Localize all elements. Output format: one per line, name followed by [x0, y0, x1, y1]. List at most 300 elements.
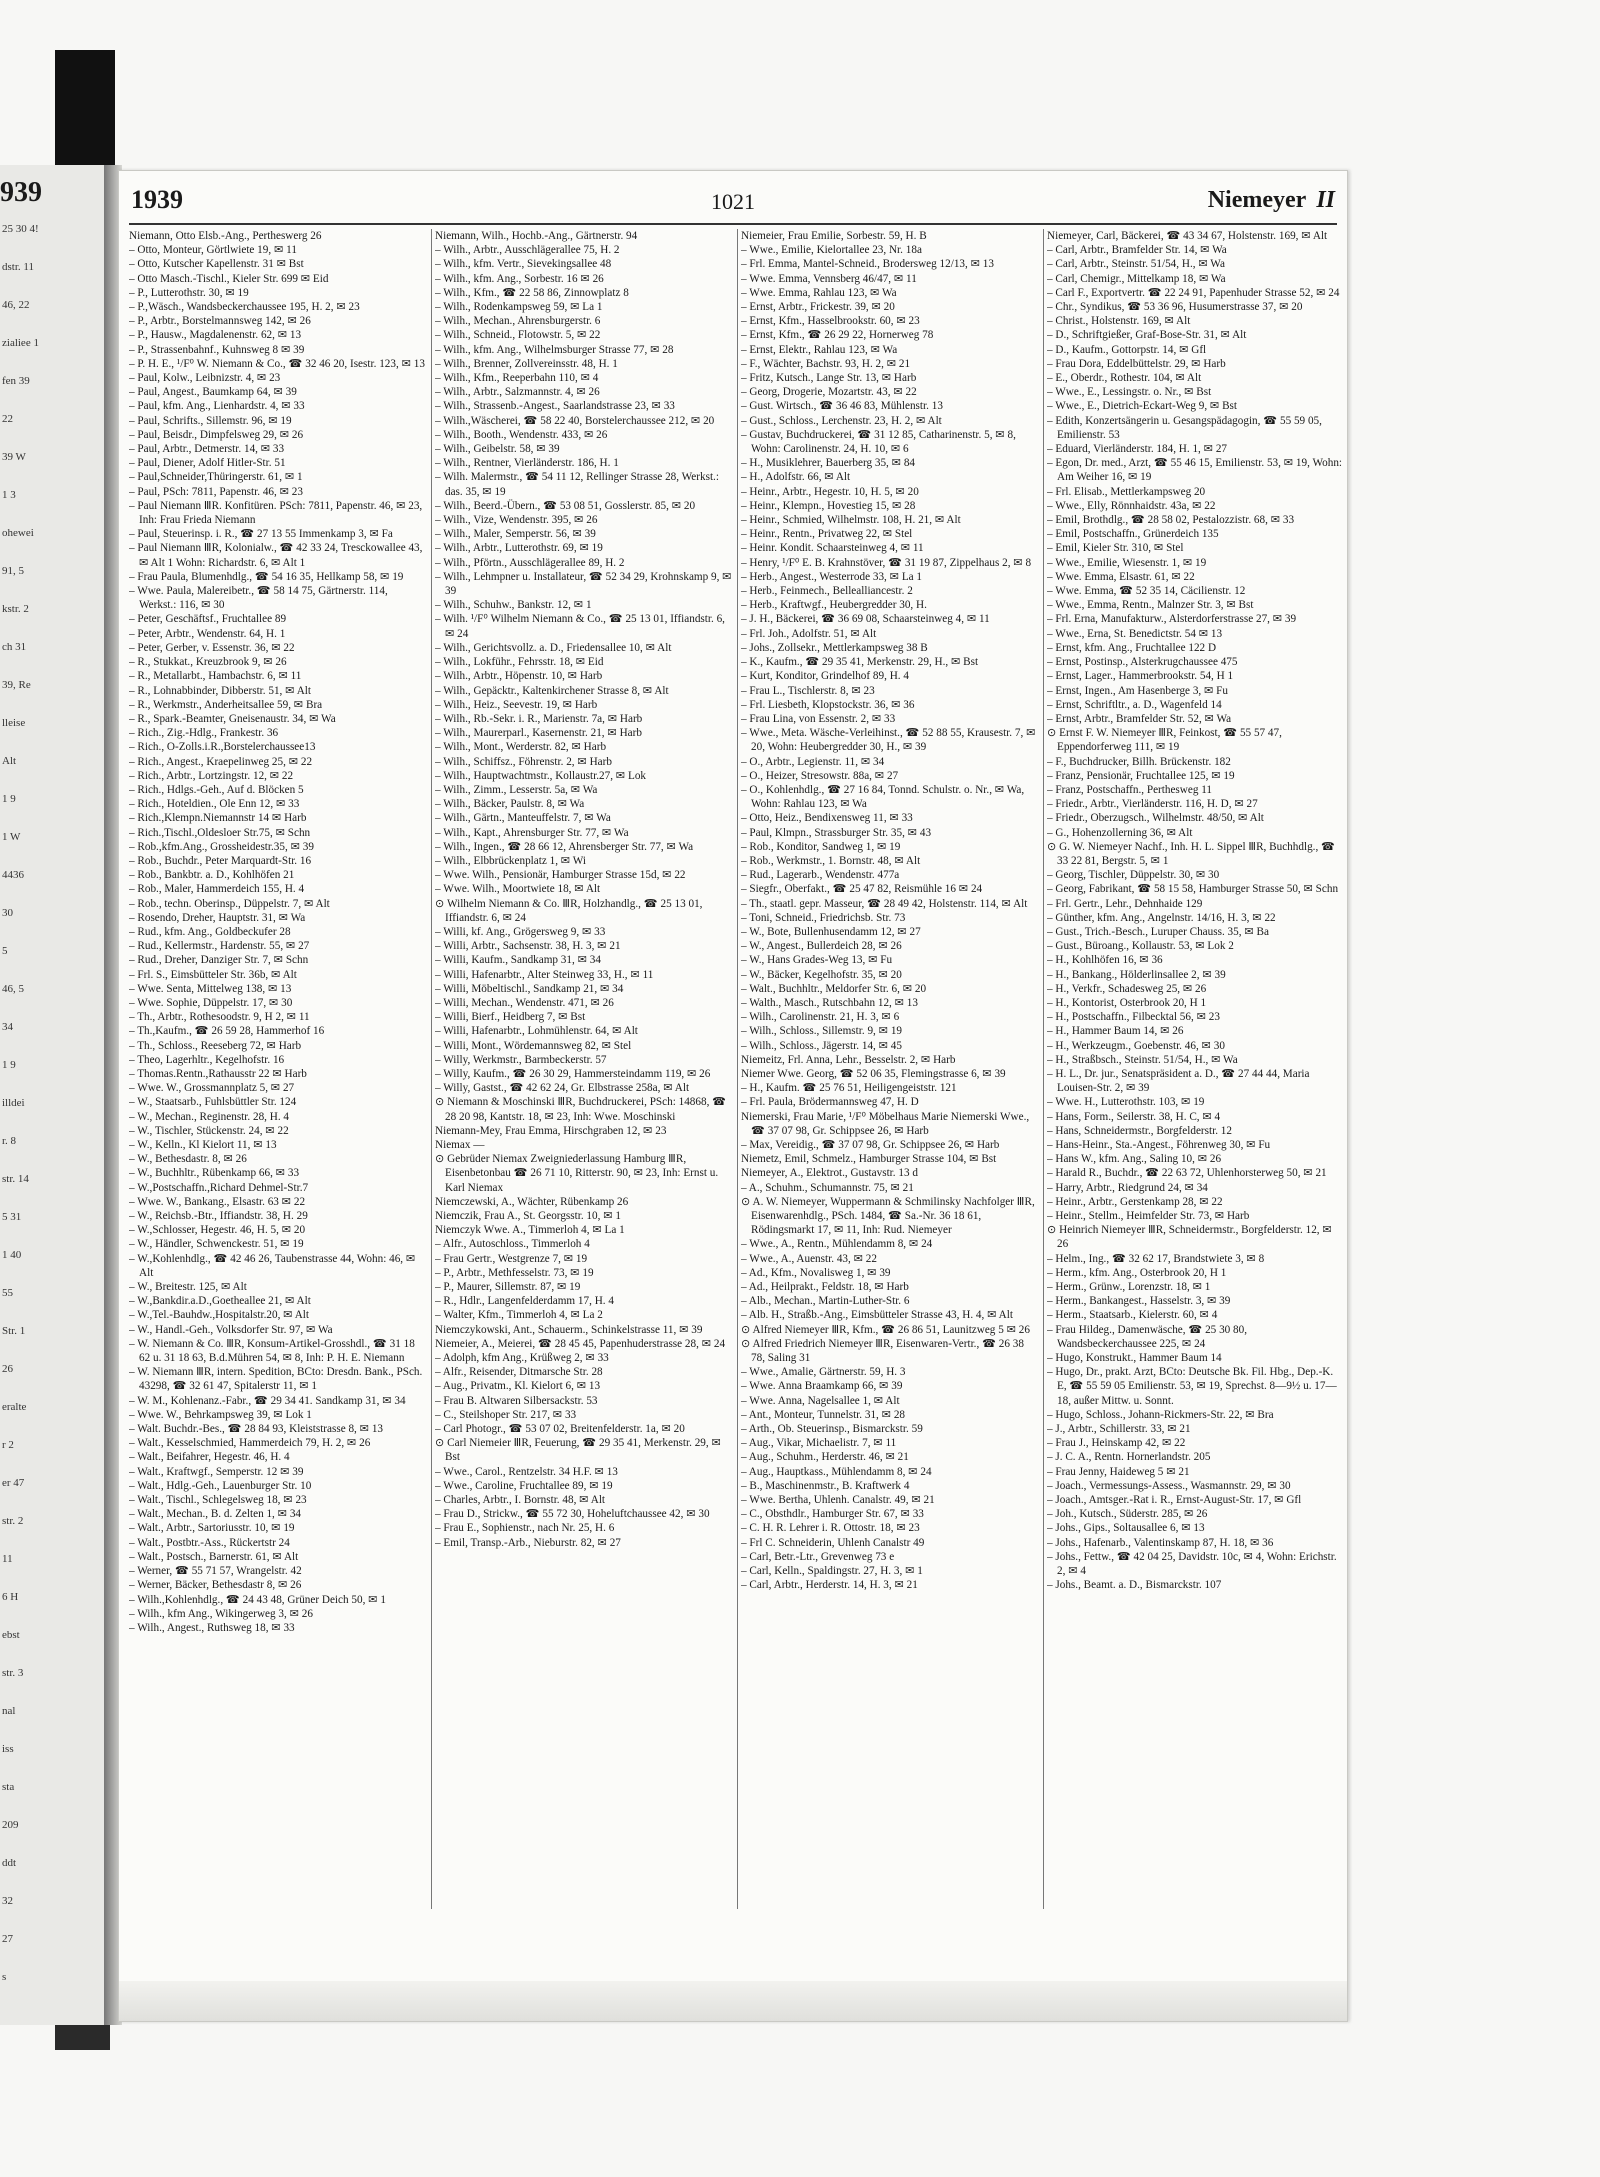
directory-entry: – J. C. A., Rentn. Hornerlandstr. 205 — [1047, 1451, 1211, 1464]
directory-entry: – D., Kaufm., Gottorpstr. 14, ✉ Gfl — [1047, 343, 1207, 356]
directory-entry: Niemczik, Frau A., St. Georgsstr. 10, ✉ 1 — [435, 1210, 621, 1223]
previous-page-fragment: ch 31 — [2, 641, 27, 653]
page-header — [131, 185, 1335, 219]
directory-entry: – Walth., Masch., Rutschbahn 12, ✉ 13 — [741, 996, 918, 1009]
directory-entry: – Rob., Buchdr., Peter Marquardt-Str. 16 — [129, 854, 312, 867]
directory-entry: – Wilh., Arbtr., Ausschlägerallee 75, H. 2 — [435, 244, 620, 257]
directory-entry: – W., Bote, Bullenhusendamm 12, ✉ 27 — [741, 925, 921, 938]
directory-entry: – Ernst, Postinsp., Alsterkrugchaussee 475 — [1047, 656, 1238, 669]
directory-entry: – Friedr., Oberzugsch., Wilhelmstr. 48/50, ✉ Alt — [1047, 812, 1264, 825]
directory-entry: ⊙ Gebrüder Niemax Zweigniederlassung Hamburg ⅢR, Eisenbetonbau ☎ 26 71 10, Ritterstr. 90, ✉ 23, Inh: Ernst u. Karl Niemax — [435, 1153, 719, 1194]
directory-entry: Niemeyer, A., Elektrot., Gustavstr. 13 d — [741, 1167, 918, 1180]
directory-entry: – Walt., Tischl., Schlegelsweg 18, ✉ 23 — [129, 1494, 307, 1507]
directory-entry: – Wilh., Mont., Werderstr. 82, ✉ Harb — [435, 741, 607, 754]
directory-entry: Niemczewski, A., Wächter, Rübenkamp 26 — [435, 1195, 629, 1208]
directory-entry: – Willi, Arbtr., Sachsenstr. 38, H. 3, ✉ 21 — [435, 940, 621, 953]
directory-entry: – Herm., Bankangest., Hasselstr. 3, ✉ 39 — [1047, 1295, 1231, 1308]
directory-entry: – Paul, Klmpn., Strassburger Str. 35, ✉ 43 — [741, 826, 932, 839]
directory-entry: – Alfr., Autoschloss., Timmerloh 4 — [435, 1238, 590, 1251]
directory-entry: – Frau D., Strickw., ☎ 55 72 30, Hoheluftchaussee 42, ✉ 30 — [435, 1508, 710, 1521]
directory-entry: ⊙ Heinrich Niemeyer ⅢR, Schneidermstr., Borgfelderstr. 12, ✉ 26 — [1047, 1224, 1332, 1251]
directory-entry: – P., Arbtr., Borstelmannsweg 142, ✉ 26 — [129, 315, 311, 328]
directory-entry: – Wilh., Kfm., Reeperbahn 110, ✉ 4 — [435, 372, 599, 385]
directory-entry: – Willy, Werkmstr., Barmbeckerstr. 57 — [435, 1053, 607, 1066]
directory-entry: Niemetz, Emil, Schmelz., Hamburger Strasse 104, ✉ Bst — [741, 1153, 997, 1166]
directory-entry: – Thomas.Rentn.,Rathausstr 22 ✉ Harb — [129, 1067, 307, 1080]
directory-entry: – Wwe., A., Rentn., Mühlendamm 8, ✉ 24 — [741, 1238, 933, 1251]
directory-entry: – Wwe. Bertha, Uhlenh. Canalstr. 49, ✉ 21 — [741, 1494, 935, 1507]
directory-entry: – Theo, Lagerhltr., Kegelhofstr. 16 — [129, 1053, 285, 1066]
previous-page-fragment: 46, 5 — [2, 983, 24, 995]
directory-entry: – Gust., Schloss., Lerchenstr. 23, H. 2, ✉ Alt — [741, 414, 942, 427]
directory-entry: – Paul Niemann ⅢR. Konfitüren. PSch: 7811, Papenstr. 46, ✉ 23, Inh: Frau Frieda Niemann — [129, 499, 423, 527]
directory-entry: – W., Tischler, Stückenstr. 24, ✉ 22 — [129, 1124, 289, 1137]
directory-entry: – R., Stukkat., Kreuzbrook 9, ✉ 26 — [129, 656, 287, 669]
directory-entry: – Willy, Kaufm., ☎ 26 30 29, Hammersteindamm 119, ✉ 26 — [435, 1067, 711, 1080]
directory-entry: – Wilh., Vize, Wendenstr. 395, ✉ 26 — [435, 514, 598, 527]
directory-entry: – Wilh., Schloss., Jägerstr. 14, ✉ 45 — [741, 1039, 902, 1052]
directory-entry: – Herm., Staatsarb., Kielerstr. 60, ✉ 4 — [1047, 1309, 1218, 1322]
book-cover-edge — [55, 50, 115, 170]
header-rule — [129, 223, 1337, 225]
directory-entry: – Hans, Form., Seilerstr. 38, H. C, ✉ 4 — [1047, 1110, 1221, 1123]
directory-entry: – Wwe. Emma, ☎ 52 35 14, Cäcilienstr. 12 — [1047, 585, 1246, 598]
directory-entry: – H., Musiklehrer, Bauerberg 35, ✉ 84 — [741, 457, 916, 470]
directory-page — [118, 170, 1348, 2022]
directory-entry: – Wilh., Angest., Ruthsweg 18, ✉ 33 — [129, 1621, 295, 1634]
directory-entry: ⊙ Wilhelm Niemann & Co. ⅢR, Holzhandlg., ☎ 25 13 01, Iffiandstr. 6, ✉ 24 — [435, 897, 703, 924]
directory-entry: – Heinr., Stellm., Heimfelder Str. 73, ✉ Harb — [1047, 1210, 1250, 1223]
directory-entry: – Günther, kfm. Ang., Angelnstr. 14/16, H. 3, ✉ 22 — [1047, 911, 1276, 924]
directory-entry: – C., Obsthdlr., Hamburger Str. 67, ✉ 33 — [741, 1508, 924, 1521]
directory-entry: – H., Werkzeugm., Goebenstr. 46, ✉ 30 — [1047, 1039, 1225, 1052]
directory-entry: – H., Kaufm. ☎ 25 76 51, Heiligengeiststr. 121 — [741, 1082, 957, 1095]
directory-entry: – P., Lutterothstr. 30, ✉ 19 — [129, 286, 249, 299]
previous-page-fragment: Str. 1 — [2, 1325, 26, 1337]
directory-entry: – H., Hammer Baum 14, ✉ 26 — [1047, 1025, 1184, 1038]
directory-entry: – Th., staatl. gepr. Masseur, ☎ 28 49 42, Holstenstr. 114, ✉ Alt — [741, 897, 1028, 910]
directory-entry: – Rob., techn. Oberinsp., Düppelstr. 7, ✉ Alt — [129, 897, 330, 910]
directory-entry: – Wilh., Hauptwachtmstr., Kollaustr.27, ✉ Lok — [435, 769, 647, 782]
directory-entry: – Max, Vereidig., ☎ 37 07 98, Gr. Schippsee 26, ✉ Harb — [741, 1139, 1000, 1151]
directory-entry: – Hans W., kfm. Ang., Saling 10, ✉ 26 — [1047, 1153, 1222, 1166]
directory-entry: – Rich., O-Zolls.i.R.,Borstelerchaussee13 — [129, 741, 316, 754]
directory-entry: – Wilh., Kfm., ☎ 22 58 86, Zinnowplatz 8 — [435, 286, 629, 299]
page-number: 1021 — [711, 189, 755, 214]
directory-entry: – Rud., Kellermstr., Hardenstr. 55, ✉ 27 — [129, 940, 310, 953]
directory-entry: – Joh., Kutsch., Süderstr. 285, ✉ 26 — [1047, 1508, 1208, 1521]
directory-entry: – Harald R., Buchdr., ☎ 22 63 72, Uhlenhorsterweg 50, ✉ 21 — [1047, 1167, 1327, 1180]
directory-entry: – Christ., Holstenstr. 169, ✉ Alt — [1047, 315, 1191, 328]
directory-entry: – Rud., Dreher, Danziger Str. 7, ✉ Schn — [129, 954, 309, 967]
directory-entry: – Frl. Erna, Manufakturw., Alsterdorferstrasse 27, ✉ 39 — [1047, 613, 1297, 626]
directory-entry: – R., Spark.-Beamter, Gneisenaustr. 34, ✉ Wa — [129, 712, 336, 725]
directory-entry: – Peter, Arbtr., Wendenstr. 64, H. 1 — [129, 627, 286, 640]
directory-entry: – Joach., Vermessungs-Assess., Wasmannstr. 29, ✉ 30 — [1047, 1479, 1291, 1492]
directory-entry: ⊙ Carl Niemeier ⅢR, Feuerung, ☎ 29 35 41, Merkenstr. 29, ✉ Bst — [435, 1437, 721, 1464]
directory-entry: – H., Adolfstr. 66, ✉ Alt — [741, 471, 851, 484]
directory-entry: – Wwe., Elly, Rönnhaidstr. 43a, ✉ 22 — [1047, 499, 1216, 512]
directory-entry: – W. Niemann & Co. ⅢR, Konsum-Artikel-Grosshdl., ☎ 31 18 62 u. 31 18 63, B.d.Mühren 54, ✉ 8, Inh: P. H. E. Niemann — [129, 1337, 415, 1365]
previous-page-fragment: 91, 5 — [2, 565, 24, 577]
directory-entry: – Aug., Vikar, Michaelistr. 7, ✉ 11 — [741, 1437, 897, 1450]
directory-entry: – Werner, Bäcker, Bethesdastr 8, ✉ 26 — [129, 1579, 302, 1592]
directory-entry: – Paul, PSch: 7811, Papenstr. 46, ✉ 23 — [129, 485, 303, 498]
directory-entry: – Wilh., kfm. Ang., Sorbestr. 16 ✉ 26 — [435, 272, 604, 285]
directory-entry: – Willi, Mont., Wördemannsweg 82, ✉ Stel — [435, 1039, 632, 1052]
directory-entry: – P.,Wäsch., Wandsbeckerchaussee 195, H. 2, ✉ 23 — [129, 301, 360, 314]
directory-entry: – Alb., Mechan., Martin-Luther-Str. 6 — [741, 1295, 910, 1308]
directory-entry: – Rud., kfm. Ang., Goldbeckufer 28 — [129, 925, 291, 938]
directory-entry: – Frau L., Tischlerstr. 8, ✉ 23 — [741, 684, 875, 697]
directory-entry: – Edith, Konzertsängerin u. Gesangspädagogin, ☎ 55 59 05, Emilienstr. 53 — [1047, 414, 1322, 441]
directory-entry: – Paul, Diener, Adolf Hitler-Str. 51 — [129, 457, 286, 470]
directory-entry: – Gust., Trich.-Besch., Luruper Chauss. 35, ✉ Ba — [1047, 925, 1269, 938]
directory-entry: – Frau Jenny, Haideweg 5 ✉ 21 — [1047, 1465, 1190, 1478]
previous-page-fragment: fen 39 — [2, 375, 30, 387]
directory-entry: – Frl C. Schneiderin, Uhlenh Canalstr 49 — [741, 1536, 925, 1549]
directory-entry: – Emil, Postschaffn., Grünerdeich 135 — [1047, 528, 1219, 541]
directory-entry: – Wilh., Maurerparl., Kasernenstr. 21, ✉ Harb — [435, 727, 642, 740]
directory-entry: – Frau Gertr., Westgrenze 7, ✉ 19 — [435, 1252, 588, 1265]
previous-page-fragment: 46, 22 — [2, 299, 30, 311]
previous-page-fragment: iss — [2, 1743, 14, 1755]
directory-entry: – Hugo, Schloss., Johann-Rickmers-Str. 22, ✉ Bra — [1047, 1408, 1274, 1421]
previous-page-fragment: illdei — [2, 1097, 25, 1109]
directory-entry: – Frl. Elisab., Mettlerkampsweg 20 — [1047, 485, 1206, 498]
directory-entry: – Rich.,Tischl.,Oldesloer Str.75, ✉ Schn — [129, 826, 311, 839]
directory-entry: – Aug., Schuhm., Herderstr. 46, ✉ 21 — [741, 1451, 909, 1464]
directory-entry: – Wwe. W., Bankang., Elsastr. 63 ✉ 22 — [129, 1195, 306, 1208]
previous-page-year: 939 — [0, 177, 42, 208]
directory-entry: – Paul, kfm. Ang., Lienhardstr. 4, ✉ 33 — [129, 400, 305, 413]
directory-entry: – Willi, Möbeltischl., Sandkamp 21, ✉ 34 — [435, 982, 624, 995]
directory-entry: – Rud., Lagerarb., Wendenstr. 477a — [741, 869, 900, 882]
directory-entry: – Wilh., Gerichtsvollz. a. D., Friedensallee 10, ✉ Alt — [435, 641, 672, 654]
directory-entry: – D., Schriftgießer, Graf-Bose-Str. 31, ✉ Alt — [1047, 329, 1247, 342]
directory-entry: – Wwe., Carol., Rentzelstr. 34 H.F. ✉ 13 — [435, 1465, 618, 1478]
directory-entry: – Rob.,kfm.Ang., Grossheidestr.35, ✉ 39 — [129, 840, 314, 853]
directory-entry: – Rich.,Klempn.Niemannstr 14 ✉ Harb — [129, 812, 307, 825]
directory-entry: – Paul, Steuerinsp. i. R., ☎ 27 13 55 Immenkamp 3, ✉ Fa — [129, 528, 393, 541]
directory-entry: – Wilh., Strassenb.-Angest., Saarlandstrasse 23, ✉ 33 — [435, 400, 675, 413]
directory-entry: – R., Hdlr., Langenfelderdamm 17, H. 4 — [435, 1295, 614, 1308]
previous-page-fragment: 55 — [2, 1287, 13, 1299]
previous-page-fragment: r 2 — [2, 1439, 14, 1451]
directory-entry: Niemeyer, Carl, Bäckerei, ☎ 43 34 67, Holstenstr. 169, ✉ Alt — [1047, 230, 1328, 242]
directory-entry: – F., Buchdrucker, Billh. Brückenstr. 182 — [1047, 755, 1231, 768]
previous-page-fragment: str. 14 — [2, 1173, 29, 1185]
directory-entry: – Rob., Werkmstr., 1. Bornstr. 48, ✉ Alt — [741, 854, 921, 867]
directory-entry: – Emil, Transp.-Arb., Nieburstr. 82, ✉ 27 — [435, 1536, 621, 1549]
directory-entry: – Wilh., Zimm., Lesserstr. 5a, ✉ Wa — [435, 783, 598, 796]
directory-entry: ⊙ Alfred Niemeyer ⅢR, Kfm., ☎ 26 86 51, Launitzweg 5 ✉ 26 — [741, 1323, 1030, 1336]
directory-entry: – W., Kelln., Kl Kielort 11, ✉ 13 — [129, 1139, 277, 1151]
directory-entry: – Wilh., Mechan., Ahrensburgerstr. 6 — [435, 315, 601, 328]
directory-entry: – Walt., Kraftwgf., Semperstr. 12 ✉ 39 — [129, 1465, 304, 1478]
directory-entry: – Heinr., Schmied, Wilhelmstr. 108, H. 21, ✉ Alt — [741, 514, 961, 527]
directory-entry: – Paul, Kolw., Leibnizstr. 4, ✉ 23 — [129, 372, 281, 385]
directory-entry: – Wilh., Heiz., Seevestr. 19, ✉ Harb — [435, 698, 598, 711]
directory-entry: – H., Postschaffn., Filbecktal 56, ✉ 23 — [1047, 1011, 1220, 1024]
directory-entry: – Wwe. Anna Braamkamp 66, ✉ 39 — [741, 1380, 903, 1393]
directory-entry: – Rob., Konditor, Sandweg 1, ✉ 19 — [741, 840, 901, 853]
directory-entry: – Frau B. Altwaren Silbersackstr. 53 — [435, 1394, 598, 1407]
previous-page-fragment: 39 W — [2, 451, 26, 463]
previous-page-fragment: 27 — [2, 1933, 13, 1945]
directory-entry: – R., Werkmstr., Anderheitsallee 59, ✉ Bra — [129, 698, 323, 711]
previous-page-fragment: Alt — [2, 755, 17, 767]
directory-entry: ⊙ Niemann & Moschinski ⅢR, Buchdruckerei, PSch: 14868, ☎ 28 20 98, Kantstr. 18, ✉ 23, Inh: Wwe. Moschinski — [435, 1096, 727, 1123]
directory-entry: – Heinr. Kondit. Schaarsteinweg 4, ✉ 11 — [741, 542, 924, 555]
directory-entry: – Heinr., Arbtr., Hegestr. 10, H. 5, ✉ 20 — [741, 485, 919, 498]
directory-entry: – Wilh. Malermstr., ☎ 54 11 12, Rellinger Strasse 28, Werkst.: das. 35, ✉ 19 — [435, 471, 719, 498]
directory-entry: – Wilh., Gärtn., Manteuffelstr. 7, ✉ Wa — [435, 812, 611, 825]
directory-entry: – W., Mechan., Reginenstr. 28, H. 4 — [129, 1110, 290, 1123]
directory-entry: – W.,Postschaffn.,Richard Dehmel-Str.7 — [129, 1181, 309, 1194]
previous-page-fragment: dstr. 11 — [2, 261, 34, 273]
directory-entry: – Wwe., E., Dietrich-Eckart-Weg 9, ✉ Bst — [1047, 400, 1238, 413]
directory-entry: – Wwe. W., Grossmannplatz 5, ✉ 27 — [129, 1082, 295, 1095]
directory-entry: – Willi, Hafenarbtr., Alter Steinweg 33, H., ✉ 11 — [435, 968, 654, 981]
directory-entry: – Wilh., Schloss., Sillemstr. 9, ✉ 19 — [741, 1025, 903, 1038]
directory-entry: – Siegfr., Oberfakt., ☎ 25 47 82, Reismühle 16 ✉ 24 — [741, 883, 983, 896]
directory-entry: – Frau J., Heinskamp 42, ✉ 22 — [1047, 1437, 1186, 1450]
directory-entry: – Charles, Arbtr., I. Bornstr. 48, ✉ Alt — [435, 1494, 606, 1507]
directory-entry: – Ernst, kfm. Ang., Fruchtallee 122 D — [1047, 641, 1217, 654]
previous-page-fragment: s — [2, 1971, 7, 1983]
directory-entry: – Willi, Bierf., Heidberg 7, ✉ Bst — [435, 1011, 586, 1024]
column-divider — [737, 229, 738, 1909]
directory-entry: – Hans, Schneidermstr., Borgfelderstr. 12 — [1047, 1124, 1232, 1137]
previous-page-edge — [0, 165, 112, 2025]
directory-entry: – Walt., Hdlg.-Geh., Lauenburger Str. 10 — [129, 1479, 312, 1492]
directory-entry: – O., Heizer, Stresowstr. 88a, ✉ 27 — [741, 769, 899, 782]
directory-entry: – H., Kohlhöfen 16, ✉ 36 — [1047, 954, 1163, 967]
directory-entry: – W., Breitestr. 125, ✉ Alt — [129, 1281, 247, 1294]
previous-page-fragment: ohewei — [2, 527, 34, 539]
directory-entry: – Wilh., Lehmpner u. Installateur, ☎ 52 34 29, Krohnskamp 9, ✉ 39 — [435, 570, 732, 598]
previous-page-fragment: 39, Re — [2, 679, 31, 691]
directory-entry: – Hugo, Konstrukt., Hammer Baum 14 — [1047, 1352, 1222, 1365]
directory-entry: – Ad., Heilprakt., Feldstr. 18, ✉ Harb — [741, 1281, 909, 1294]
directory-entry: – Carl, Arbtr., Herderstr. 14, H. 3, ✉ 21 — [741, 1579, 918, 1592]
directory-entry: – Fritz, Kutsch., Lange Str. 13, ✉ Harb — [741, 372, 917, 385]
previous-page-fragment: 11 — [2, 1553, 13, 1565]
directory-entry: Niemczyk Wwe. A., Timmerloh 4, ✉ La 1 — [435, 1224, 625, 1237]
previous-page-fragment: 1 9 — [2, 1059, 16, 1071]
previous-page-fragment: 1 9 — [2, 793, 16, 805]
directory-entry: – Ernst, Schriftltr., a. D., Wagenfeld 14 — [1047, 698, 1222, 711]
directory-entry: – Arth., Ob. Steuerinsp., Bismarckstr. 59 — [741, 1423, 923, 1436]
directory-entry: – Paul, Schrifts., Sillemstr. 96, ✉ 19 — [129, 414, 292, 427]
directory-entry: – Eduard, Vierländerstr. 184, H. 1, ✉ 27 — [1047, 443, 1228, 456]
running-head-name: Niemeyer — [1207, 187, 1307, 213]
previous-page-fragment: 6 H — [2, 1591, 19, 1603]
previous-page-fragment: 5 — [2, 945, 8, 957]
directory-entry: Niemann, Wilh., Hochb.-Ang., Gärtnerstr. 94 — [435, 230, 638, 242]
directory-entry: – Rich., Hdlgs.-Geh., Auf d. Blöcken 5 — [129, 783, 304, 796]
directory-entry: – Wwe. Anna, Nagelsallee 1, ✉ Alt — [741, 1394, 900, 1407]
directory-entry: – Rich., Zig.-Hdlg., Frankestr. 36 — [129, 727, 279, 740]
directory-entry: – Ernst, Lager., Hammerbrookstr. 54, H 1 — [1047, 670, 1234, 683]
directory-entry: – W., Angest., Bullerdeich 28, ✉ 26 — [741, 940, 902, 953]
previous-page-fragment: er 47 — [2, 1477, 25, 1489]
directory-entry: – Wwe. Senta, Mittelweg 138, ✉ 13 — [129, 982, 292, 995]
directory-entry: Niemeier, A., Meierei, ☎ 28 45 45, Papenhuderstrasse 28, ✉ 24 — [435, 1337, 726, 1350]
previous-page-fragment: 4436 — [2, 869, 24, 881]
directory-entry: – Wwe., A., Auenstr. 43, ✉ 22 — [741, 1252, 877, 1265]
directory-entry: – Wilh., Rodenkampsweg 59, ✉ La 1 — [435, 301, 603, 314]
directory-entry: – Emil, Brothdlg., ☎ 28 58 02, Pestalozzistr. 68, ✉ 33 — [1047, 514, 1295, 527]
previous-page-fragment: 30 — [2, 907, 13, 919]
directory-entry: – Ernst, Ingen., Am Hasenberge 3, ✉ Fu — [1047, 684, 1228, 697]
directory-entry: – Wwe. Emma, Elsastr. 61, ✉ 22 — [1047, 570, 1195, 583]
directory-entry: – Frau Paula, Blumenhdlg., ☎ 54 16 35, Hellkamp 58, ✉ 19 — [129, 570, 404, 583]
directory-entry: – Wilh., Bäcker, Paulstr. 8, ✉ Wa — [435, 798, 585, 811]
previous-page-fragment: 22 — [2, 413, 13, 425]
directory-entry: – A., Schuhm., Schumannstr. 75, ✉ 21 — [741, 1181, 914, 1194]
directory-entry: – Frau Dora, Eddelbüttelstr. 29, ✉ Harb — [1047, 357, 1226, 370]
directory-entry: – P. H. E., ¹/F⁰ W. Niemann & Co., ☎ 32 46 20, Isestr. 123, ✉ 13 — [129, 357, 425, 370]
directory-entry: – Willi, Hafenarbtr., Lohmühlenstr. 64, ✉ Alt — [435, 1025, 638, 1038]
directory-entry: Niemczykowski, Ant., Schauerm., Schinkelstrasse 11, ✉ 39 — [435, 1323, 703, 1336]
directory-entry: – Peter, Geschäftsf., Fruchtallee 89 — [129, 613, 287, 626]
directory-entry: – O., Kohlenhdlg., ☎ 27 16 84, Tonnd. Schulstr. o. Nr., ✉ Wa, Wohn: Rahlau 123, ✉ Wa — [741, 783, 1025, 811]
directory-entry: – W., Reichsb.-Btr., Iffiandstr. 38, H. 29 — [129, 1210, 308, 1223]
directory-entry: – Wilh., Pförtn., Ausschlägerallee 89, H. 2 — [435, 556, 625, 569]
directory-entry: – F., Wächter, Bachstr. 93, H. 2, ✉ 21 — [741, 357, 911, 370]
directory-entry: – Willi, Mechan., Wendenstr. 471, ✉ 26 — [435, 996, 614, 1009]
directory-entry: – Carl Photogr., ☎ 53 07 02, Breitenfelderstr. 1a, ✉ 20 — [435, 1423, 685, 1436]
previous-page-fragment: ddt — [2, 1857, 17, 1869]
directory-entry: – Carl, Arbtr., Steinstr. 51/54, H., ✉ Wa — [1047, 258, 1225, 271]
directory-entry: – Ernst, Arbtr., Frickestr. 39, ✉ 20 — [741, 301, 895, 314]
directory-entry: – Paul,Schneider,Thüringerstr. 61, ✉ 1 — [129, 471, 303, 484]
directory-entry: – Georg, Fabrikant, ☎ 58 15 58, Hamburger Strasse 50, ✉ Schn — [1047, 883, 1339, 896]
directory-entry: – Herm., Grünw., Lorenzstr. 18, ✉ 1 — [1047, 1281, 1211, 1294]
directory-entry: – Wilh., Brenner, Zollvereinsstr. 48, H. 1 — [435, 357, 618, 370]
directory-entry: – Wilh., kfm. Ang., Wilhelmsburger Strasse 77, ✉ 28 — [435, 343, 674, 356]
directory-entry: – Frl. Liesbeth, Klopstockstr. 36, ✉ 36 — [741, 698, 915, 711]
directory-entry: – Peter, Gerber, v. Essenstr. 36, ✉ 22 — [129, 641, 295, 654]
directory-entry: – Wilh.,Kohlenhdlg., ☎ 24 43 48, Grüner Deich 50, ✉ 1 — [129, 1593, 386, 1606]
directory-entry: – W. M., Kohlenanz.-Fabr., ☎ 29 34 41. Sandkamp 31, ✉ 34 — [129, 1394, 406, 1407]
directory-entry: – Walt., Postbtr.-Ass., Rückertstr 24 — [129, 1536, 290, 1549]
directory-entry: – J., Arbtr., Schillerstr. 33, ✉ 21 — [1047, 1423, 1191, 1436]
directory-entry: – Willy, Gastst., ☎ 42 62 24, Gr. Elbstrasse 258a, ✉ Alt — [435, 1082, 690, 1095]
directory-entry: – Rob., Maler, Hammerdeich 155, H. 4 — [129, 883, 305, 896]
previous-page-fragment: 1 40 — [2, 1249, 22, 1261]
directory-entry: – Carl, Kelln., Spaldingstr. 27, H. 3, ✉ 1 — [741, 1565, 923, 1578]
directory-entry: – W., Händler, Schwenckestr. 51, ✉ 19 — [129, 1238, 304, 1251]
directory-entry: Niemax — — [435, 1139, 485, 1151]
directory-entry: – Otto, Kutscher Kapellenstr. 31 ✉ Bst — [129, 258, 304, 271]
directory-entry: – Walt., Kesselschmied, Hammerdeich 79, H. 2, ✉ 26 — [129, 1437, 371, 1450]
directory-entry: – H. L., Dr. jur., Senatspräsident a. D., ☎ 27 44 44, Maria Louisen-Str. 2, ✉ 39 — [1047, 1067, 1310, 1095]
running-head-section: II — [1316, 187, 1335, 213]
directory-entry: – O., Arbtr., Legienstr. 11, ✉ 34 — [741, 755, 885, 768]
directory-entry: – Franz, Pensionär, Fruchtallee 125, ✉ 19 — [1047, 769, 1235, 782]
directory-entry: – W.,Kohlenhdlg., ☎ 42 46 26, Taubenstrasse 44, Wohn: 46, ✉ Alt — [129, 1252, 416, 1279]
directory-entry: – Wwe., E., Lessingstr. o. Nr., ✉ Bst — [1047, 386, 1212, 399]
directory-entry: – Toni, Schneid., Friedrichsb. Str. 73 — [741, 911, 906, 924]
directory-entry: – W., Bethesdastr. 8, ✉ 26 — [129, 1153, 247, 1166]
previous-page-fragment: 1 W — [2, 831, 21, 843]
directory-entry: – Wwe. Emma, Vennsberg 46/47, ✉ 11 — [741, 272, 917, 285]
page-year: 1939 — [131, 185, 183, 214]
directory-entry: – Carl F., Exportvertr. ☎ 22 24 91, Papenhuder Strasse 52, ✉ 24 — [1047, 286, 1340, 299]
directory-entry: – Walt. Buchdr.-Bes., ☎ 28 84 93, Kleiststrasse 8, ✉ 13 — [129, 1423, 384, 1436]
directory-entry: – Wilh., Schiffsz., Föhrenstr. 2, ✉ Harb — [435, 755, 612, 768]
previous-page-fragment: 25 30 4! — [2, 223, 39, 235]
directory-entry: – Herm., kfm. Ang., Osterbrook 20, H 1 — [1047, 1266, 1227, 1279]
directory-entry: – Rich., Angest., Kraepelinweg 25, ✉ 22 — [129, 755, 313, 768]
directory-column-1 — [129, 229, 427, 1909]
directory-entry: – Heinr., Rentn., Privatweg 22, ✉ Stel — [741, 528, 913, 541]
previous-page-fragment: ebst — [2, 1629, 20, 1641]
directory-entry: – Ant., Monteur, Tunnelstr. 31, ✉ 28 — [741, 1408, 906, 1421]
directory-entry: – C., Steilshoper Str. 217, ✉ 33 — [435, 1408, 577, 1421]
directory-entry: – Wilh., Schuhw., Bankstr. 12, ✉ 1 — [435, 599, 592, 612]
directory-entry: – B., Maschinenmstr., B. Kraftwerk 4 — [741, 1479, 910, 1492]
directory-entry: – Frl. Emma, Mantel-Schneid., Brodersweg 12/13, ✉ 13 — [741, 258, 994, 271]
directory-entry: – Wilh., Booth., Wendenstr. 433, ✉ 26 — [435, 428, 608, 441]
directory-entry: – Wwe., Erna, St. Benedictstr. 54 ✉ 13 — [1047, 627, 1223, 640]
directory-entry: – Johs., Zollsekr., Mettlerkampsweg 38 B — [741, 641, 928, 654]
directory-entry: – Walt., Mechan., B. d. Zelten 1, ✉ 34 — [129, 1508, 302, 1521]
directory-entry: – Hugo, Dr., prakt. Arzt, BCto: Deutsche Bk. Fil. Hbg., Dep.-K. E, ☎ 55 59 05 Emilienstr. 53, ✉ 19, Sprechst. 8—9½ u. 17—18, außer Mittw. u. Sonnt. — [1047, 1366, 1337, 1407]
directory-entry: – W., Handl.-Geh., Volksdorfer Str. 97, ✉ Wa — [129, 1323, 333, 1336]
previous-page-fragment: zialiee 1 — [2, 337, 39, 349]
directory-entry: – Wilh., kfm. Vertr., Sievekingsallee 48 — [435, 258, 612, 271]
directory-entry: – Paul Niemann ⅢR, Kolonialw., ☎ 42 33 24, Tresckowallee 43, ✉ Alt 1 Wohn: Richardstr. 6, ✉ Alt 1 — [129, 542, 423, 569]
page-bottom-margin — [119, 1981, 1347, 2021]
directory-entry: – Wwe., Meta. Wäsche-Verleihinst., ☎ 52 88 55, Krausestr. 7, ✉ 20, Wohn: Heubergredder 30, H., ✉ 39 — [741, 727, 1036, 754]
previous-page-fragment: sta — [2, 1781, 15, 1793]
directory-entry: – Paul, Angest., Baumkamp 64, ✉ 39 — [129, 386, 297, 399]
previous-page-fragment: eralte — [2, 1401, 27, 1413]
directory-entry: – Werner, ☎ 55 71 57, Wrangelstr. 42 — [129, 1565, 302, 1578]
directory-entry: – Th.,Kaufm., ☎ 26 59 28, Hammerhof 16 — [129, 1025, 325, 1038]
directory-entry: – Th., Schloss., Reeseberg 72, ✉ Harb — [129, 1039, 302, 1052]
directory-entry: – Henry, ¹/F⁰ E. B. Krahnstöver, ☎ 31 19 87, Zippelhaus 2, ✉ 8 — [741, 556, 1032, 569]
directory-entry: – P., Arbtr., Methfesselstr. 73, ✉ 19 — [435, 1266, 594, 1279]
previous-page-fragment: lleise — [2, 717, 26, 729]
directory-column-4 — [1047, 229, 1345, 1909]
directory-entry: – Wwe. Sophie, Düppelstr. 17, ✉ 30 — [129, 996, 293, 1009]
previous-page-fragment: 26 — [2, 1363, 13, 1375]
directory-entry: – Otto, Heiz., Bendixensweg 11, ✉ 33 — [741, 812, 913, 825]
previous-page-fragment: 5 31 — [2, 1211, 22, 1223]
directory-entry: – Wilh., Beerd.-Übern., ☎ 53 08 51, Gosslerstr. 85, ✉ 20 — [435, 499, 696, 512]
directory-entry: – Kurt, Konditor, Grindelhof 89, H. 4 — [741, 670, 909, 683]
directory-entry: – H., Verkfr., Schadesweg 25, ✉ 26 — [1047, 982, 1207, 995]
directory-entry: – Herb., Feinmech., Bellealliancestr. 2 — [741, 585, 913, 598]
directory-entry: – Frl. Paula, Brödermannsweg 47, H. D — [741, 1096, 919, 1109]
directory-entry: – Johs., Beamt. a. D., Bismarckstr. 107 — [1047, 1579, 1222, 1592]
directory-entry: – R., Lohnabbinder, Dibberstr. 51, ✉ Alt — [129, 684, 312, 697]
directory-entry: Niemeier, Frau Emilie, Sorbestr. 59, H. B — [741, 230, 927, 242]
directory-entry: – Wwe. Wilh., Pensionär, Hamburger Strasse 15d, ✉ 22 — [435, 869, 686, 882]
directory-entry: – Willi, kf. Ang., Grögersweg 9, ✉ 33 — [435, 925, 606, 938]
directory-entry: – Th., Arbtr., Rothesoodstr. 9, H 2, ✉ 11 — [129, 1011, 310, 1024]
directory-entry: – Wwe. H., Lutterothstr. 103, ✉ 19 — [1047, 1096, 1205, 1109]
directory-entry: Niemann-Mey, Frau Emma, Hirschgraben 12, ✉ 23 — [435, 1124, 667, 1137]
previous-page-fragment: 32 — [2, 1895, 13, 1907]
directory-entry: – Walt., Arbtr., Sartoriusstr. 10, ✉ 19 — [129, 1522, 295, 1535]
directory-entry: – G., Hohenzollerning 36, ✉ Alt — [1047, 826, 1193, 839]
